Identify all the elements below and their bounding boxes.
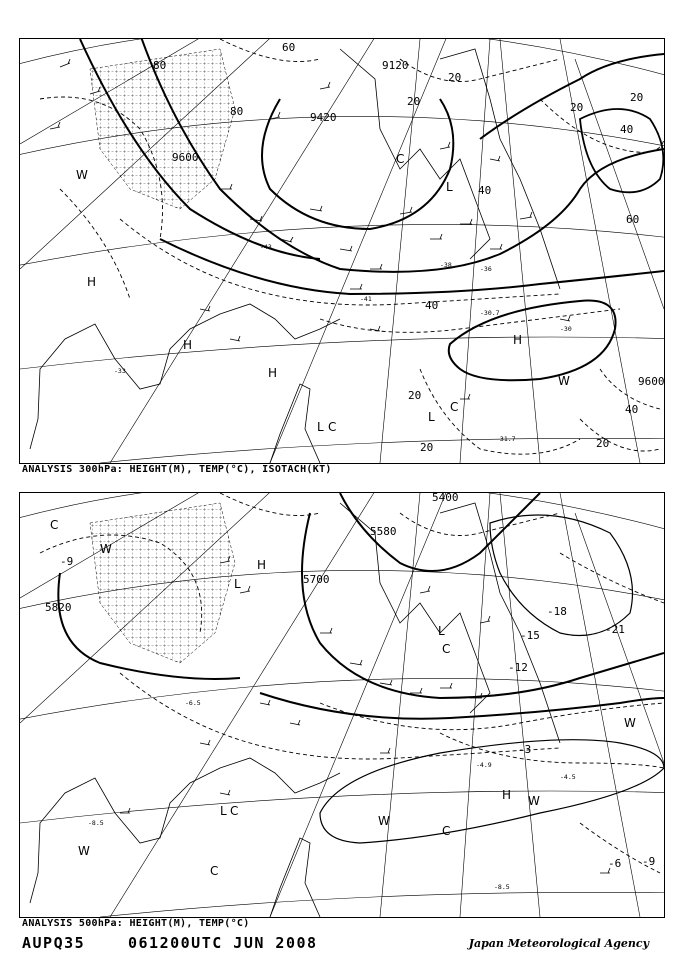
temp-label: -8.5 [88, 819, 104, 827]
cold-center-label: C [442, 824, 451, 838]
cold-center-label: C [328, 420, 337, 434]
cold-center-label: C [442, 642, 451, 656]
map-panel-500hpa [19, 492, 665, 918]
temp-label: -8.5 [494, 883, 510, 891]
temp-label: -3 [518, 743, 532, 756]
warm-center-label: W [78, 844, 90, 858]
isotach-label: 80 [230, 105, 244, 118]
map-500hpa-svg [20, 493, 664, 917]
cold-center-label: C [396, 152, 405, 166]
warm-center-label: W [76, 168, 88, 182]
cold-center-label: C [50, 518, 59, 532]
isotach-label: 40 [620, 123, 634, 136]
temp-label: -36 [480, 265, 492, 273]
height-label: 9600 [172, 151, 199, 164]
agency-name: Japan Meteorological Agency [468, 937, 649, 950]
cold-center-label: C [230, 804, 239, 818]
warm-center-label: W [528, 794, 540, 808]
height-label: 9420 [310, 111, 337, 124]
cold-center-label: C [450, 400, 459, 414]
temp-label: -43 [260, 243, 272, 251]
low-center-label: L [234, 577, 241, 591]
chart-id: AUPQ35 [22, 934, 86, 952]
temp-label: -9 [642, 855, 656, 868]
temp-label: -9 [60, 555, 74, 568]
warm-center-label: W [378, 814, 390, 828]
height-label: 5820 [45, 601, 72, 614]
low-center-label: L [446, 180, 453, 194]
temp-label: -4.9 [476, 761, 492, 769]
temp-label: -41 [360, 295, 372, 303]
caption-500hpa: ANALYSIS 500hPa: HEIGHT(M), TEMP(°C) [22, 918, 250, 929]
isotach-label: 40 [625, 403, 639, 416]
temp-label: -12 [508, 661, 528, 674]
temp-label: -6 [608, 857, 622, 870]
low-center-label: L [438, 624, 445, 638]
temp-label: -30.7 [480, 309, 500, 317]
temp-label: -33 [114, 367, 126, 375]
caption-300hpa: ANALYSIS 300hPa: HEIGHT(M), TEMP(°C), ISOTACH(KT) [22, 464, 332, 475]
temp-label: -31.7 [496, 435, 516, 443]
temp-label: -6.5 [185, 699, 201, 707]
valid-time: 061200UTC JUN 2008 [128, 934, 318, 952]
temp-label: -21 [605, 623, 625, 636]
height-label: 9600 [638, 375, 664, 388]
high-center-label: H [268, 366, 278, 380]
temp-label: -38 [440, 261, 452, 269]
isotach-label: 80 [153, 59, 167, 72]
isotach-label: 60 [626, 213, 640, 226]
isotach-label: 40 [425, 299, 439, 312]
cold-center-label: C [210, 864, 219, 878]
isotach-label: 20 [448, 71, 462, 84]
map-300hpa-svg [20, 39, 664, 463]
terrain-hatch-area [90, 49, 235, 209]
low-center-label: L [317, 420, 324, 434]
warm-center-label: W [100, 542, 112, 556]
warm-center-label: W [624, 716, 636, 730]
high-center-label: H [513, 333, 523, 347]
isotach-label: 20 [407, 95, 421, 108]
temp-label: -4.5 [560, 773, 576, 781]
isotach-label: 20 [596, 437, 610, 450]
isotach-label: 20 [420, 441, 434, 454]
height-labels [172, 59, 664, 388]
temp-label: -15 [520, 629, 540, 642]
isotach-label: 20 [408, 389, 422, 402]
isotach-label: 20 [630, 91, 644, 104]
height-label: 9120 [382, 59, 409, 72]
high-center-label: H [257, 558, 267, 572]
isotach-label: 60 [282, 41, 296, 54]
temp-label: -30 [560, 325, 572, 333]
high-center-label: H [87, 275, 97, 289]
map-panel-300hpa [19, 38, 665, 464]
warm-center-label: W [558, 374, 570, 388]
isotach-label: 40 [478, 184, 492, 197]
height-label: 5400 [432, 493, 459, 504]
isotach-label: 20 [570, 101, 584, 114]
height-label: 5700 [303, 573, 330, 586]
high-center-label: H [502, 788, 512, 802]
low-center-label: L [428, 410, 435, 424]
high-center-label: H [183, 338, 193, 352]
height-label: 5580 [370, 525, 397, 538]
terrain-hatch-area [90, 503, 235, 663]
low-center-label: L [220, 804, 227, 818]
temp-label: -18 [547, 605, 567, 618]
